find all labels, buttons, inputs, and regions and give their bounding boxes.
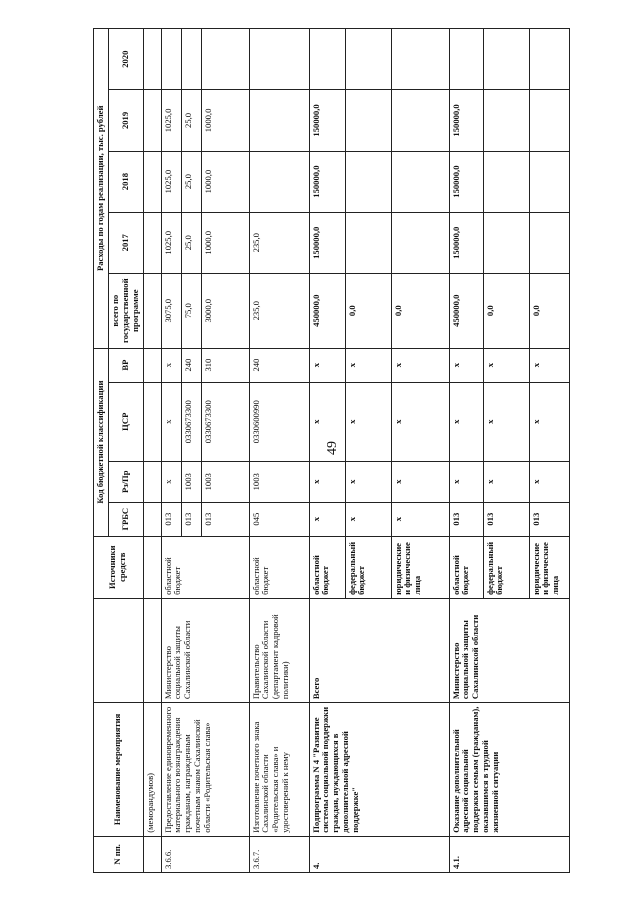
y2018-cell: [249, 151, 309, 212]
grbs-cell: х: [391, 502, 449, 536]
vr-cell: 240: [181, 348, 201, 382]
y2020-cell: [309, 29, 345, 90]
rzpr-cell: х: [483, 461, 529, 502]
vr-cell: х: [309, 348, 345, 382]
row-number: 4.: [309, 836, 449, 872]
total-cell: 0,0: [529, 273, 569, 348]
total-cell: 450000,0: [449, 273, 483, 348]
rzpr-cell: х: [161, 461, 181, 502]
table-row-367: [249, 29, 309, 873]
y2019-cell: 1025,0: [161, 90, 181, 151]
funding-source: областной бюджет: [161, 536, 249, 598]
rzpr-cell: х: [345, 461, 391, 502]
y2020-cell: [201, 29, 249, 90]
y2017-cell: 150000,0: [449, 212, 483, 273]
rzpr-cell: 1003: [249, 461, 309, 502]
header-2020: 2020: [108, 29, 143, 90]
header-expenses: Расходы по годам реализации, тыс. рублей: [94, 29, 109, 349]
grbs-cell: х: [309, 502, 345, 536]
executor: Министерство социальной защиты Сахалинской области: [161, 598, 249, 702]
executor: Министерство социальной защиты Сахалинской области: [449, 598, 569, 702]
csr-cell: х: [309, 382, 345, 461]
rzpr-cell: х: [529, 461, 569, 502]
rzpr-cell: 1003: [201, 461, 249, 502]
y2020-cell: [181, 29, 201, 90]
header-vr: ВР: [108, 348, 143, 382]
header-name: Наименование мероприятия: [94, 703, 144, 837]
budget-table: [93, 28, 570, 873]
csr-cell: х: [391, 382, 449, 461]
header-total: всего по государственной программе: [108, 273, 143, 348]
funding-source: федеральный бюджет: [345, 536, 391, 598]
y2018-cell: 25,0: [181, 151, 201, 212]
y2017-cell: 1000,0: [201, 212, 249, 273]
grbs-cell: 045: [249, 502, 309, 536]
grbs-cell: 013: [161, 502, 181, 536]
vr-cell: х: [529, 348, 569, 382]
table-row-memo: [143, 29, 161, 873]
grbs-cell: х: [345, 502, 391, 536]
y2017-cell: 25,0: [181, 212, 201, 273]
grbs-cell: 013: [529, 502, 569, 536]
csr-cell: 0330673300: [181, 382, 201, 461]
y2018-cell: 150000,0: [449, 151, 483, 212]
funding-source: юридические и физические лица: [391, 536, 449, 598]
cell: (меморандумов): [143, 703, 161, 837]
header-2017: 2017: [108, 212, 143, 273]
vr-cell: х: [161, 348, 181, 382]
funding-source: областной бюджет: [309, 536, 345, 598]
header-grbs: ГРБС: [108, 502, 143, 536]
header-2019: 2019: [108, 90, 143, 151]
total-cell: 0,0: [391, 273, 449, 348]
header-2018: 2018: [108, 151, 143, 212]
funding-source: областной бюджет: [449, 536, 483, 598]
csr-cell: 0330600990: [249, 382, 309, 461]
page-number: 49: [325, 441, 340, 455]
csr-cell: 0330673300: [201, 382, 249, 461]
rzpr-cell: х: [309, 461, 345, 502]
table-row-366a: [161, 29, 181, 873]
rzpr-cell: 1003: [181, 461, 201, 502]
vr-cell: х: [345, 348, 391, 382]
y2020-cell: [161, 29, 181, 90]
y2019-cell: 150000,0: [449, 90, 483, 151]
total-cell: 0,0: [483, 273, 529, 348]
grbs-cell: 013: [201, 502, 249, 536]
vr-cell: х: [391, 348, 449, 382]
csr-cell: х: [161, 382, 181, 461]
rzpr-cell: х: [391, 461, 449, 502]
y2017-cell: 235,0: [249, 212, 309, 273]
header-bcc: Код бюджетной классификации: [94, 348, 109, 536]
total-cell: 0,0: [345, 273, 391, 348]
vr-cell: х: [449, 348, 483, 382]
y2018-cell: 1025,0: [161, 151, 181, 212]
csr-cell: х: [449, 382, 483, 461]
y2019-cell: 150000,0: [309, 90, 345, 151]
header-executor: [94, 598, 144, 702]
y2019-cell: 1000,0: [201, 90, 249, 151]
row-number: 3.6.7.: [249, 836, 309, 872]
total-cell: 235,0: [249, 273, 309, 348]
y2020-cell: [449, 29, 483, 90]
total-cell: 450000,0: [309, 273, 345, 348]
row-number: 4.1.: [449, 836, 569, 872]
y2019-cell: 25,0: [181, 90, 201, 151]
y2017-cell: 1025,0: [161, 212, 181, 273]
total-cell: 75,0: [181, 273, 201, 348]
measure-name: Предоставление единовременного материального вознаграждения гражданам, награжденным почетным знаком Сахалинской области «Родительская слава»: [161, 703, 249, 837]
header-csr: ЦСР: [108, 382, 143, 461]
y2018-cell: 150000,0: [309, 151, 345, 212]
y2019-cell: [249, 90, 309, 151]
grbs-cell: 013: [483, 502, 529, 536]
table-row-41-s1: [449, 29, 483, 873]
vr-cell: 240: [249, 348, 309, 382]
y2018-cell: 1000,0: [201, 151, 249, 212]
header-num: N пп.: [94, 836, 144, 872]
vr-cell: 310: [201, 348, 249, 382]
grbs-cell: 013: [181, 502, 201, 536]
funding-source: областной бюджет: [249, 536, 309, 598]
budget-table-sheet: [93, 28, 561, 873]
row-number: 3.6.6.: [161, 836, 249, 872]
measure-name: Подпрограмма N 4 "Развитие системы социальной поддержки граждан, нуждающихся в дополнительной адресной поддержке": [309, 703, 449, 837]
measure-name: Оказание дополнительной адресной социальной поддержки семьям (гражданам), оказавшимся в трудной жизненной ситуации: [449, 703, 569, 837]
header-row-1: [94, 29, 109, 873]
csr-cell: х: [529, 382, 569, 461]
header-rzpr: Рз/Пр: [108, 461, 143, 502]
executor: Правительство Сахалинской области (департамент кадровой политики): [249, 598, 309, 702]
y2020-cell: [249, 29, 309, 90]
csr-cell: х: [483, 382, 529, 461]
table-row-4-s1: [309, 29, 345, 873]
vr-cell: х: [483, 348, 529, 382]
funding-source: федеральный бюджет: [483, 536, 529, 598]
header-sources: Источники средств: [94, 536, 144, 598]
total-cell: 3000,0: [201, 273, 249, 348]
rzpr-cell: х: [449, 461, 483, 502]
grbs-cell: 013: [449, 502, 483, 536]
y2017-cell: 150000,0: [309, 212, 345, 273]
executor: Всего: [309, 598, 449, 702]
cell: [143, 836, 161, 872]
csr-cell: х: [345, 382, 391, 461]
total-cell: 3075,0: [161, 273, 181, 348]
measure-name: Изготовление почетного знака Сахалинской области «Родительская слава» и удостоверений к нему: [249, 703, 309, 837]
funding-source: юридические и физические лица: [529, 536, 569, 598]
